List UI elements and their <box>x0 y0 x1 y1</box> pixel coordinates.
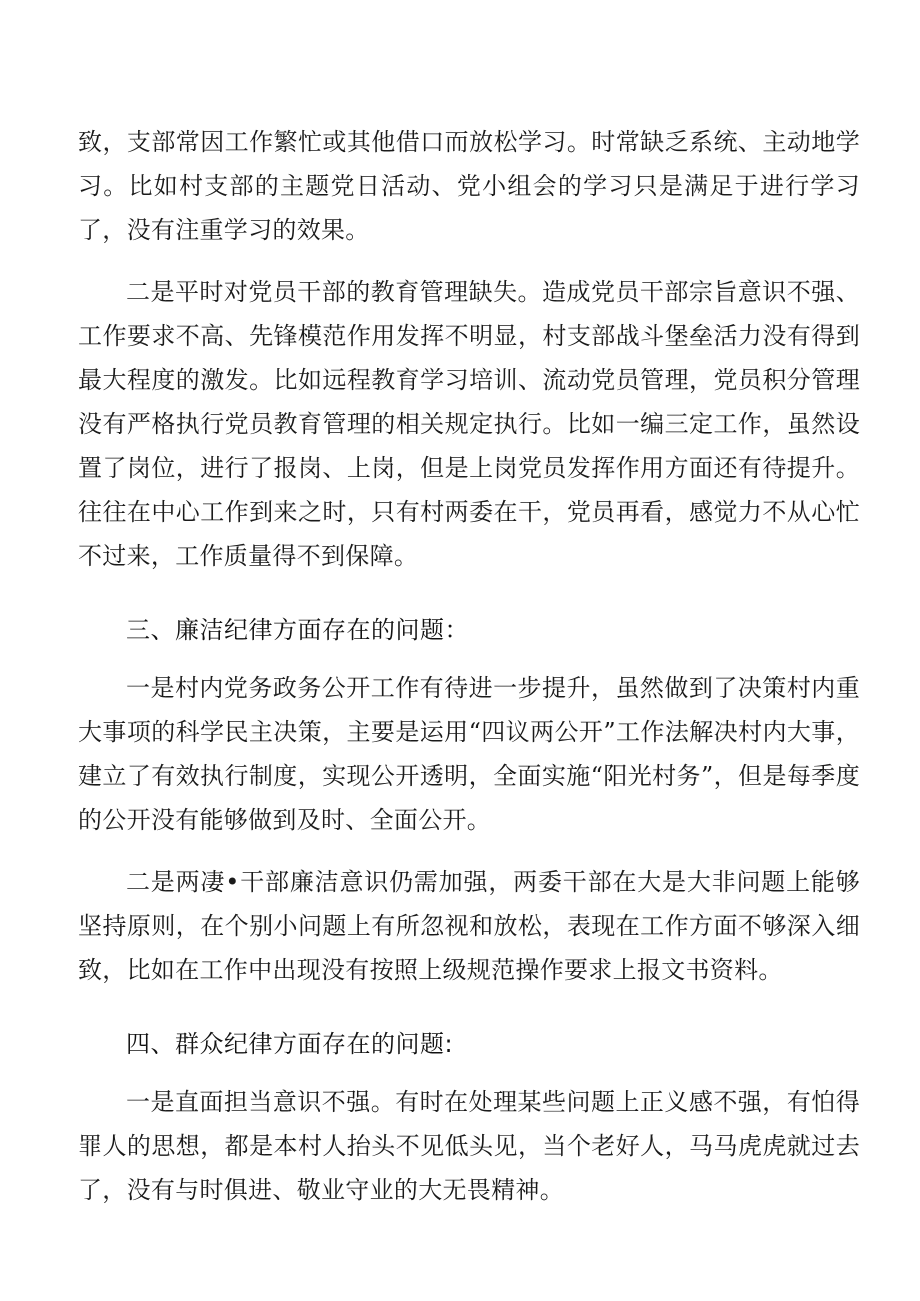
paragraph-education-management: 二是平时对党员干部的教育管理缺失。造成党员干部宗旨意识不强、工作要求不高、先锋模范作用发挥不明显，村支部战斗堡垒活力没有得到最大程度的激发。比如远程教育学习培训、流动党员管理，党员积分管理没有严格执行党员教育管理的相关规定执行。比如一编三定工作，虽然设置了岗位，进行了报岗、上岗，但是上岗党员发挥作用方面还有待提升。往往在中心工作到来之时，只有村两委在干，党员再看，感觉力不从心忙不过来，工作质量得不到保障。 <box>78 278 860 570</box>
section-heading-integrity-discipline: 三、廉洁纪律方面存在的问题： <box>126 616 469 644</box>
paragraph-open-affairs: 一是村内党务政务公开工作有待进一步提升，虽然做到了决策村内重大事项的科学民主决策，主要是运用“四议两公开”工作法解决村内大事，建立了有效执行制度，实现公开透明，全面实施“阳光村务”，但是每季度的公开没有能够做到及时、全面公开。 <box>78 674 860 834</box>
document-body <box>78 120 860 1212</box>
paragraph-continued-study: 致，支部常因工作繁忙或其他借口而放松学习。时常缺乏系统、主动地学习。比如村支部的主题党日活动、党小组会的学习只是满足于进行学习了，没有注重学习的效果。 <box>78 128 860 244</box>
section-heading-mass-discipline: 四、群众纪律方面存在的问题: <box>126 1030 454 1058</box>
paragraph-cadre-integrity: 二是两凄•干部廉洁意识仍需加强，两委干部在大是大非问题上能够坚持原则，在个别小问题上有所忽视和放松，表现在工作方面不够深入细致，比如在工作中出现没有按照上级规范操作要求上报文书资料。 <box>78 868 860 984</box>
paragraph-responsibility: 一是直面担当意识不强。有时在处理某些问题上正义感不强，有怕得罪人的思想，都是本村人抬头不见低头见，当个老好人，马马虎虎就过去了，没有与时俱进、敬业守业的大无畏精神。 <box>78 1088 860 1204</box>
